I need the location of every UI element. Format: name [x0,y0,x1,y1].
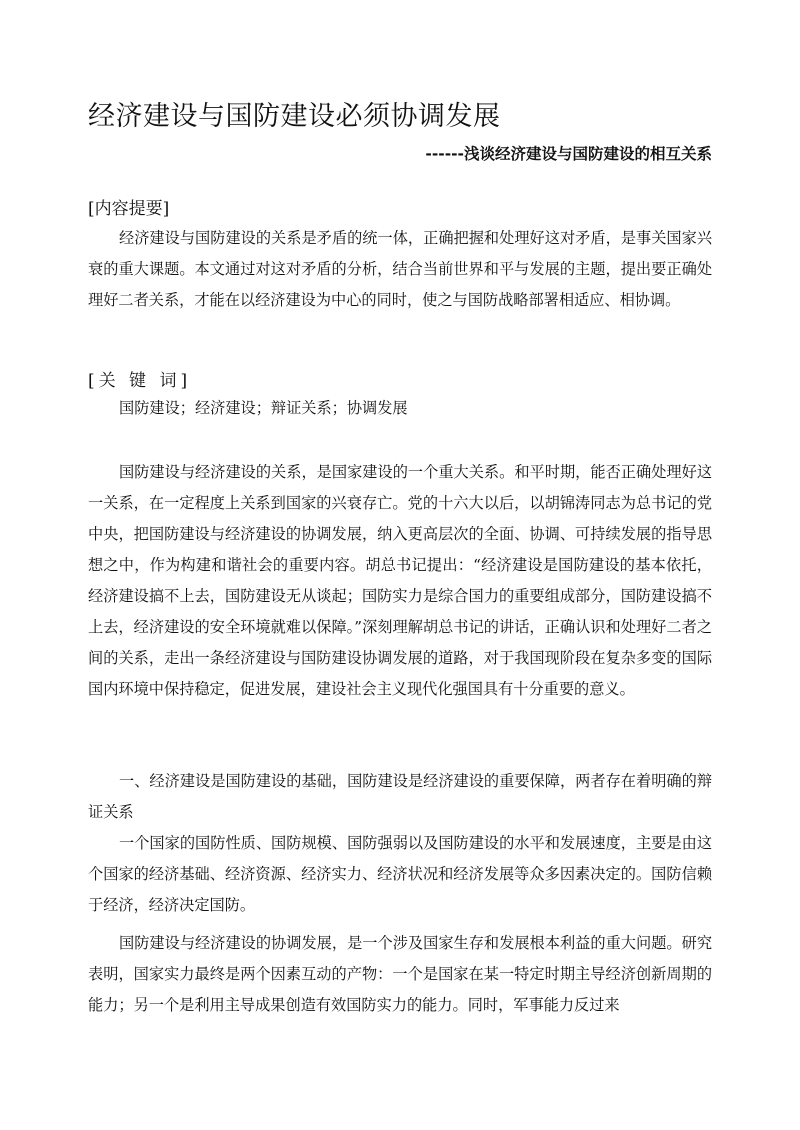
body-paragraph: 国防建设与经济建设的关系，是国家建设的一个重大关系。和平时期，能否正确处理好这一关系，在一定程度上关系到国家的兴衰存亡。党的十六大以后，以胡锦涛同志为总书记的党中央，把国防建设与经济建设的协调发展，纳入更高层次的全面、协调、可持续发展的指导思想之中，作为构建和谐社会的重要内容。胡总书记提出：“经济建设是国防建设的基本依托，经济建设搞不上去，国防建设无从谈起；国防实力是综合国力的重要组成部分，国防建设搞不上去，经济建设的安全环境就难以保障。”深刻理解胡总书记的讲话，正确认识和处理好二者之间的关系，走出一条经济建设与国防建设协调发展的道路，对于我国现阶段在复杂多变的国际国内环境中保持稳定，促进发展，建设社会主义现代化强国具有十分重要的意义。 [88,463,712,698]
abstract-label: [内容提要] [88,199,170,219]
document-subtitle: ------浅谈经济建设与国防建设的相互关系 [425,145,712,163]
abstract-text: 经济建设与国防建设的关系是矛盾的统一体，正确把握和处理好这对矛盾，是事关国家兴衰的重大课题。本文通过对这对矛盾的分析，结合当前世界和平与发展的主题，提出要正确处理好二者关系，才能在以经济建设为中心的同时，使之与国防战略部署相适应、相协调。 [88,229,712,309]
section-heading: 一、经济建设是国防建设的基础，国防建设是经济建设的重要保障，两者存在着明确的辩证关系 [88,772,712,821]
keywords-label: [关 键 词] [88,371,192,391]
body-paragraph: 一个国家的国防性质、国防规模、国防强弱以及国防建设的水平和发展速度，主要是由这个国家的经济基础、经济资源、经济实力、经济状况和经济发展等众多因素决定的。国防信赖于经济，经济决定国防。 [88,834,712,914]
keywords-text: 国防建设；经济建设；辩证关系；协调发展 [119,399,408,417]
body-paragraph: 国防建设与经济建设的协调发展，是一个涉及国家生存和发展根本利益的重大问题。研究表明，国家实力最终是两个因素互动的产物：一个是国家在某一特定时期主导经济创新周期的能力；另一个是利用主导成果创造有效国防实力的能力。同时，军事能力反过来 [88,934,712,1014]
document-title: 经济建设与国防建设必须协调发展 [88,101,501,132]
